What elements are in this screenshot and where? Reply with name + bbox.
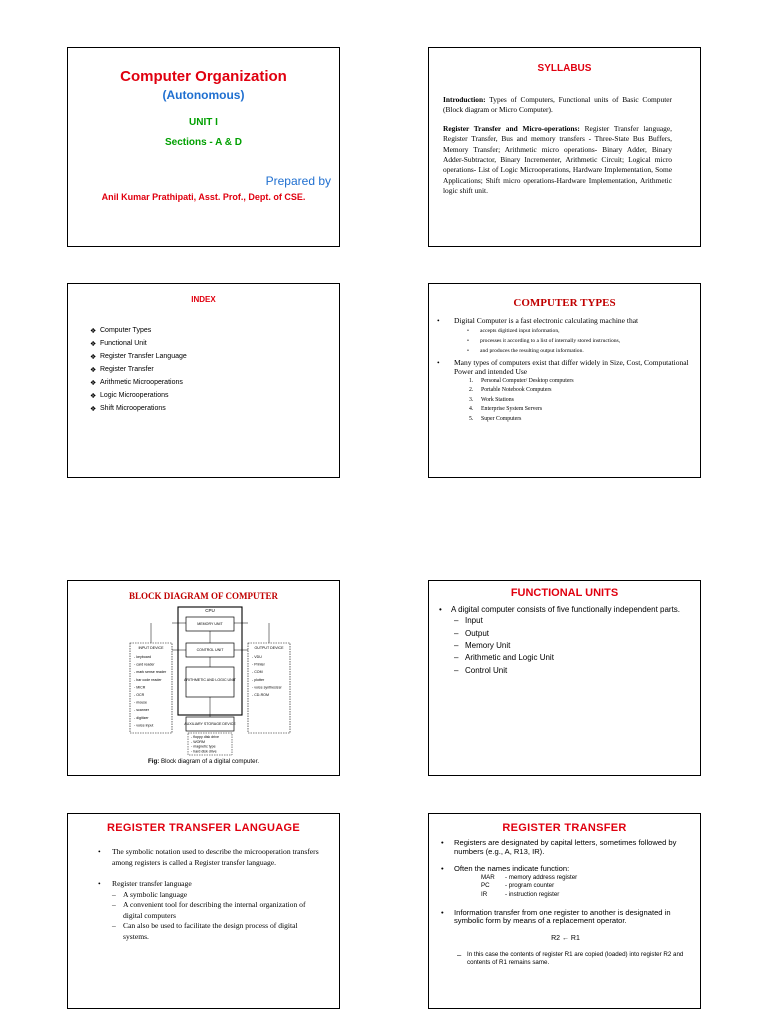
numbered-list [437, 377, 690, 425]
caption-label: Fig: [147, 758, 160, 765]
device-list-item: - voice synthesizer [252, 685, 282, 690]
bullet-dot-icon: • [441, 838, 444, 847]
alu-label: ARITHMETIC AND LOGIC UNIT [184, 678, 236, 682]
bullet [441, 865, 690, 874]
bullet-dot-icon: • [441, 864, 444, 874]
bullet-text: Often the names indicate function: [454, 864, 570, 874]
numbered-item [437, 377, 690, 387]
sections-label: Sections - A & D [164, 137, 243, 148]
index-item-label: Shift Microoperations [100, 405, 166, 412]
sub-bullet-list [98, 890, 319, 943]
index-item [90, 363, 187, 376]
index-item-label: Register Transfer [100, 366, 154, 373]
bullet-dot-icon: • [441, 907, 444, 917]
bullet-text: Registers are designated by capital letters, sometimes followed by numbers (e.g., A, R13, IR). [454, 838, 677, 856]
alu-box [186, 667, 234, 697]
item-number: 3. [469, 396, 474, 403]
slide-heading: SYLLABUS [537, 63, 592, 74]
register-name: PC [481, 882, 490, 890]
sub-bullet-text: processes it according to a list of internally stored instructions, [480, 337, 621, 344]
numbered-item [437, 405, 690, 415]
index-item [90, 389, 187, 402]
device-list-item: - voice input [134, 723, 154, 728]
item-number: 4. [469, 406, 474, 413]
register-row [481, 882, 690, 891]
numbered-item [437, 396, 690, 406]
syllabus-rtl-head: Register Transfer and Micro-operations: [443, 123, 580, 133]
slide-heading: FUNCTIONAL UNITS [510, 587, 619, 599]
slide-heading: BLOCK DIAGRAM OF COMPUTER [129, 591, 278, 601]
course-title: Computer Organization [120, 68, 287, 85]
numbered-item-text: Work Stations [481, 396, 514, 403]
dash-icon: – [454, 640, 459, 650]
part-item-text: Arithmetic and Logic Unit [465, 653, 554, 663]
slide-heading: REGISTER TRANSFER [502, 822, 627, 834]
cpu-label: CPU [205, 608, 215, 613]
course-subtitle: (Autonomous) [162, 88, 245, 102]
diamond-bullet-icon: ❖ [90, 327, 97, 335]
sub-bullet-text: A symbolic language [123, 889, 188, 899]
dash-icon: – [112, 889, 116, 899]
block-diagram [118, 603, 298, 758]
index-item-label: Computer Types [100, 327, 152, 334]
device-list-item: - VDU [252, 655, 262, 659]
part-item [439, 615, 690, 627]
rt-body [441, 839, 690, 966]
diamond-bullet-icon: ❖ [90, 405, 97, 413]
index-item [90, 376, 187, 389]
device-list-item: - mark sense reader [134, 670, 167, 675]
bullet-text: Many types of computers exist that differ widely in Size, Cost, Computational Power and intended Use [454, 357, 689, 376]
sub-bullet [441, 951, 690, 966]
bullet-dot-icon: • [437, 357, 440, 367]
slide-register-transfer [428, 813, 701, 1009]
part-item [439, 652, 690, 664]
diamond-bullet-icon: ❖ [90, 353, 97, 361]
device-list-item: - bar code reader [134, 677, 162, 682]
device-list-item: - digitizer [134, 715, 149, 720]
caption-text: Block diagram of a digital computer. [159, 758, 260, 765]
bullet [441, 909, 690, 926]
syllabus-rtl-text: Register Transfer language, Register Transfer, Bus and memory transfers - Three-State Bus Buffers, Memory Transfer; Arithmetic micro operations- Binary Adder, Binary Adder-Subtractor, Binary Incrementer, Arithmetic Circuit; Logical micro operations- List of Logic Microoperations, Hardware Implementation, Some Applications; Shift micro operations-Hardware Implementation, Arithmetic logic shift unit. [443, 123, 672, 196]
dash-icon: – [112, 921, 116, 930]
index-item [90, 337, 187, 350]
register-desc: - memory address register [505, 873, 578, 881]
prepared-by-label: Prepared by [265, 174, 331, 188]
bullet [439, 605, 690, 615]
sub-bullet-text: accepts digitized input information, [480, 327, 560, 334]
figure-caption [68, 758, 339, 765]
sub-bullet-text: In this case the contents of register R1 are copied (loaded) into register R2 and contents of R1 remains same. [467, 951, 684, 966]
syllabus-rtl [443, 124, 672, 197]
bullet-dot-icon: • [98, 879, 101, 888]
diamond-bullet-icon: ❖ [90, 379, 97, 387]
numbered-item-text: Super Computers [481, 415, 522, 422]
numbered-item-text: Enterprise System Servers [481, 406, 543, 413]
diamond-bullet-icon: ❖ [90, 392, 97, 400]
device-list-item: - keyboard [134, 655, 151, 659]
part-item-text: Output [465, 628, 490, 638]
author-line: Anil Kumar Prathipati, Asst. Prof., Dept. of CSE. [101, 192, 306, 202]
rtl-body [98, 847, 319, 942]
bullet [98, 847, 319, 868]
parts-list [439, 615, 690, 677]
device-list-item: - CD-ROM [252, 693, 269, 697]
register-desc: - instruction register [505, 890, 560, 898]
bullet-dot-icon: • [437, 316, 440, 325]
slide-heading: REGISTER TRANSFER LANGUAGE [107, 822, 300, 834]
dash-icon: – [454, 653, 459, 663]
numbered-item [437, 386, 690, 396]
device-list-item: - WORM [191, 739, 205, 744]
control-unit-label: CONTROL UNIT [196, 648, 224, 652]
item-number: 2. [469, 387, 474, 394]
input-device-label: INPUT DEVICE [138, 646, 164, 650]
index-item-label: Logic Microoperations [100, 392, 169, 399]
slide-functional-units [428, 580, 701, 776]
index-item [90, 324, 187, 337]
register-row [481, 874, 690, 883]
part-item [439, 640, 690, 652]
numbered-item-text: Portable Notebook Computers [481, 387, 552, 394]
slide-computer-types [428, 283, 701, 478]
index-list [90, 324, 187, 415]
transfer-expression: R2 ← R1 [551, 934, 580, 942]
index-item [90, 350, 187, 363]
slide-index [67, 283, 340, 478]
diamond-bullet-icon: ❖ [90, 366, 97, 374]
bullet [98, 879, 319, 890]
index-item [90, 402, 187, 415]
sub-bullet [437, 326, 690, 336]
bullet-text: A digital computer consists of five functionally independent parts. [451, 605, 681, 614]
syllabus-intro [443, 95, 672, 116]
sub-bullet [98, 921, 319, 942]
numbered-item [437, 415, 690, 425]
aux-storage-list [191, 735, 219, 753]
device-list-item: - mouse [134, 700, 147, 705]
device-list-item: - MICR [134, 685, 146, 690]
device-list-item: - plotter [252, 677, 265, 682]
bullet-text: Digital Computer is a fast electronic calculating machine that [454, 316, 639, 325]
output-device-list [252, 655, 283, 697]
slide-heading: INDEX [191, 295, 216, 304]
slide-heading: COMPUTER TYPES [513, 297, 616, 309]
syllabus-body [443, 95, 672, 205]
bullet-dot-icon: • [467, 327, 469, 334]
device-list-item: - hard disk drive [191, 749, 217, 754]
sub-bullet-text: and produces the resulting output information. [480, 347, 584, 354]
diamond-bullet-icon: ❖ [90, 340, 97, 348]
item-number: 1. [469, 377, 474, 384]
syllabus-intro-text: Types of Computers, Functional units of Basic Computer (Block diagram or Micro Computer). [443, 95, 672, 115]
register-list [441, 874, 690, 900]
part-item-text: Memory Unit [465, 640, 511, 650]
bullet [437, 358, 690, 377]
bullet-dot-icon: • [98, 847, 101, 856]
device-list-item: - COM [252, 670, 263, 675]
slide-syllabus [428, 47, 701, 247]
bullet [441, 839, 690, 856]
part-item-text: Control Unit [465, 665, 508, 675]
slide-register-transfer-language [67, 813, 340, 1009]
sub-bullet [98, 900, 319, 921]
device-list-item: - floppy disk drive [191, 735, 219, 739]
register-row [481, 891, 690, 900]
bullet [437, 316, 690, 326]
register-name: MAR [481, 873, 495, 881]
register-name: IR [481, 890, 488, 898]
dash-icon: – [454, 665, 459, 675]
sub-bullet [98, 890, 319, 901]
sub-bullet [437, 346, 690, 356]
item-number: 5. [469, 415, 474, 422]
device-list-item: - scanner [134, 708, 149, 713]
input-device-list [134, 655, 167, 727]
sub-bullet-text: Can also be used to facilitate the design process of digital systems. [123, 921, 298, 941]
slide-block-diagram [67, 580, 340, 776]
device-list-item: - Printer [252, 662, 265, 667]
bullet-text: Information transfer from one register to another is designated in symbolic form by means of a replacement operator. [454, 907, 671, 926]
index-item-label: Functional Unit [100, 340, 147, 347]
register-desc: - program counter [505, 882, 555, 890]
functional-units-body [439, 605, 690, 677]
index-item-label: Register Transfer Language [100, 353, 187, 360]
bullet-text: Register transfer language [112, 879, 192, 888]
computer-types-body [437, 316, 690, 424]
bullet-dot-icon: • [439, 605, 442, 614]
bullet-dot-icon: • [467, 347, 469, 354]
dash-icon: – [457, 950, 462, 960]
device-list-item: - card reader [134, 662, 155, 667]
sub-bullet-list [437, 326, 690, 356]
part-item [439, 665, 690, 677]
dash-icon: – [112, 900, 116, 909]
device-list-item: - magnetic type [191, 744, 216, 749]
bullet-text: The symbolic notation used to describe the microoperation transfers among registers is called a Register transfer language. [112, 847, 319, 867]
aux-storage-label: AUXILIARY STORAGE DEVICE [184, 722, 236, 726]
sub-bullet-text: A convenient tool for describing the internal organization of digital computers [123, 900, 306, 920]
syllabus-intro-head: Introduction: [443, 95, 486, 104]
index-item-label: Arithmetic Microoperations [100, 379, 183, 386]
part-item [439, 627, 690, 639]
device-list-item: - OCR [134, 693, 145, 697]
unit-label: UNIT I [189, 117, 218, 128]
dash-icon: – [454, 628, 459, 638]
output-device-label: OUTPUT DEVICE [254, 646, 284, 650]
numbered-item-text: Personal Computer/ Desktop computers [481, 377, 574, 384]
sub-bullet [437, 336, 690, 346]
bullet-dot-icon: • [467, 337, 469, 344]
part-item-text: Input [465, 616, 483, 626]
dash-icon: – [454, 616, 459, 626]
slide-title [67, 47, 340, 247]
memory-unit-label: MEMORY UNIT [197, 622, 223, 626]
